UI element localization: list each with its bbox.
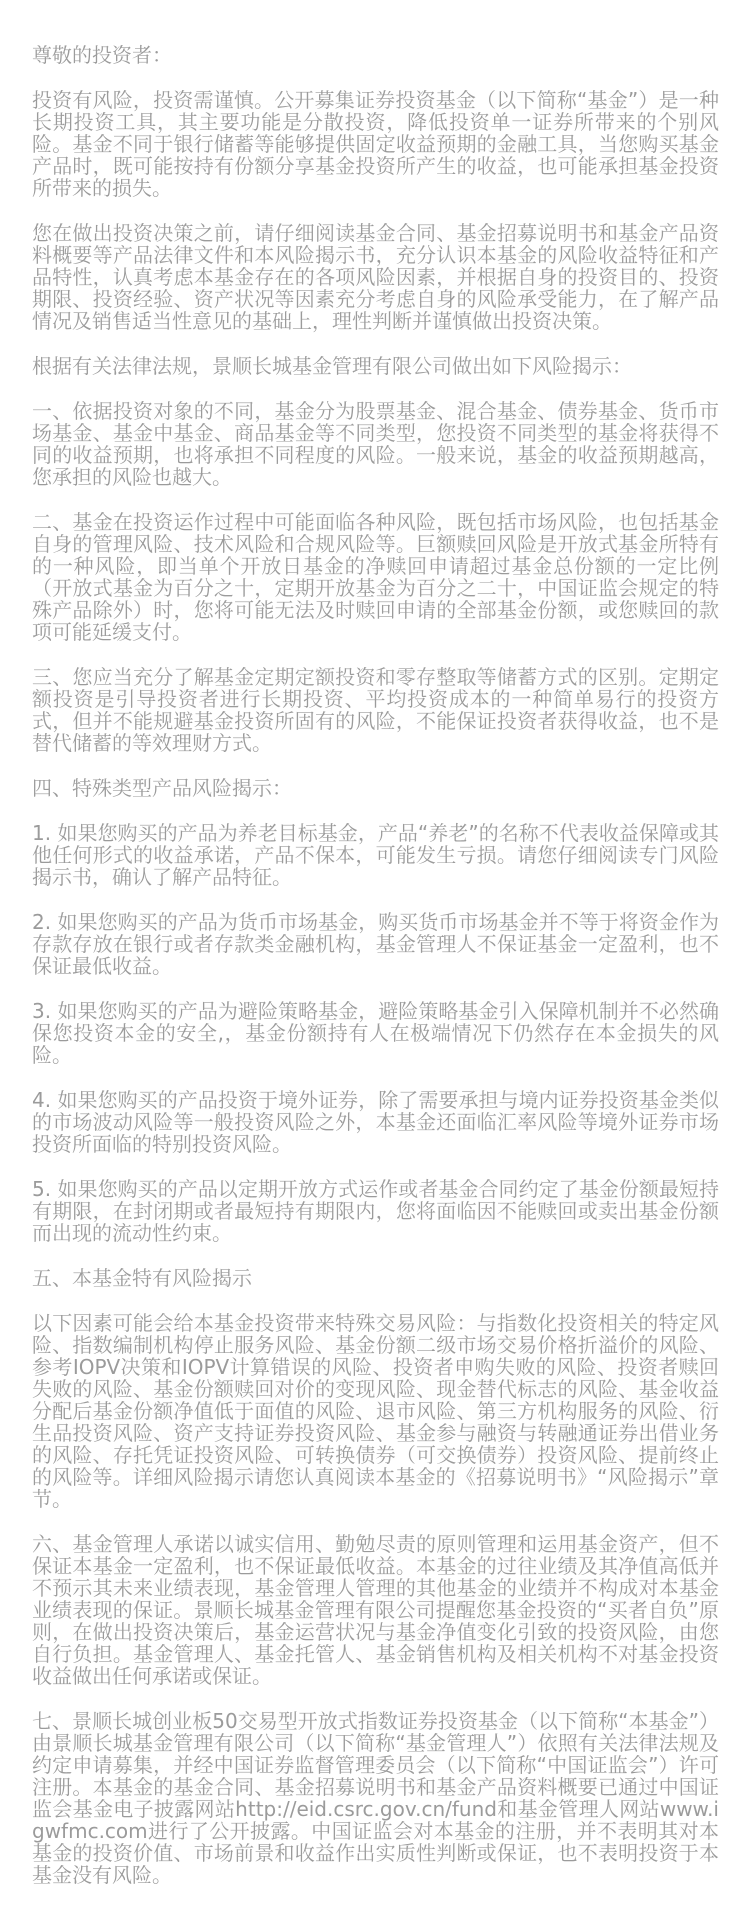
paragraph-section-7-fund-registration: 七、景顺长城创业板50交易型开放式指数证券投资基金（以下简称“本基金”）由景顺长城基金管理有限公司（以下简称“基金管理人”）依照有关法律法规及约定申请募集，并经中国证券监督管理委员会（以下简称“中国证监会”）许可注册。本基金的基金合同、基金招募说明书和基金产品资料概要已通过中国证监会基金电子披露网站http://eid.csrc.gov.cn/fund和基金管理人网站www.igwfmc.com进行了公开披露。中国证监会对本基金的注册，并不表明其对本基金的投资价值、市场前景和收益作出实质性判断或保证，也不表明投资于本基金没有风险。 xyxy=(32,1709,719,1887)
salutation: 尊敬的投资者： xyxy=(32,43,172,67)
paragraph-read-before-invest: 您在做出投资决策之前，请仔细阅读基金合同、基金招募说明书和基金产品资料概要等产品法律文件和本风险揭示书，充分认识本基金的风险收益特征和产品特性，认真考虑本基金存在的各项风险因素，并根据自身的投资目的、投资期限、投资经验、资产状况等因素充分考虑自身的风险承受能力，在了解产品情况及销售适当性意见的基础上，理性判断并谨慎做出投资决策。 xyxy=(32,221,719,333)
paragraph-legal-basis: 根据有关法律法规，景顺长城基金管理有限公司做出如下风险揭示： xyxy=(32,354,632,378)
paragraph-risk-intro: 投资有风险，投资需谨慎。公开募集证券投资基金（以下简称“基金”）是一种长期投资工具，其主要功能是分散投资，降低投资单一证券所带来的个别风险。基金不同于银行储蓄等能够提供固定收益预期的金融工具，当您购买基金产品时，既可能按持有份额分享基金投资所产生的收益，也可能承担基金投资所带来的损失。 xyxy=(32,88,719,200)
paragraph-section-3-regular-investment: 三、您应当充分了解基金定期定额投资和零存整取等储蓄方式的区别。定期定额投资是引导投资者进行长期投资、平均投资成本的一种简单易行的投资方式，但并不能规避基金投资所固有的风险，不能保证投资者获得收益，也不是替代储蓄的等效理财方式。 xyxy=(32,665,719,755)
paragraph-item-3-hedging-strategy-fund: 3. 如果您购买的产品为避险策略基金，避险策略基金引入保障机制并不必然确保您投资本金的安全,，基金份额持有人在极端情况下仍然存在本金损失的风险。 xyxy=(32,999,719,1067)
paragraph-section-5-special-risks: 以下因素可能会给本基金投资带来特殊交易风险：与指数化投资相关的特定风险、指数编制机构停止服务风险、基金份额二级市场交易价格折溢价的风险、参考IOPV决策和IOPV计算错误的风险、投资者申购失败的风险、投资者赎回失败的风险、基金份额赎回对价的变现风险、现金替代标志的风险、基金收益分配后基金份额净值低于面值的风险、退市风险、第三方机构服务的风险、衍生品投资风险、资产支持证券投资风险、基金参与融资与转融通证券出借业务的风险、存托凭证投资风险、可转换债券（可交换债券）投资风险、提前终止的风险等。详细风险揭示请您认真阅读本基金的《招募说明书》“风险揭示”章节。 xyxy=(32,1311,719,1511)
paragraph-item-2-money-market-fund: 2. 如果您购买的产品为货币市场基金，购买货币市场基金并不等于将资金作为存款存放在银行或者存款类金融机构，基金管理人不保证基金一定盈利，也不保证最低收益。 xyxy=(32,910,719,978)
paragraph-section-6-manager-commitment: 六、基金管理人承诺以诚实信用、勤勉尽责的原则管理和运用基金资产，但不保证本基金一定盈利，也不保证最低收益。本基金的过往业绩及其净值高低并不预示其未来业绩表现，基金管理人管理的其他基金的业绩并不构成对本基金业绩表现的保证。景顺长城基金管理有限公司提醒您基金投资的“买者自负”原则，在做出投资决策后，基金运营状况与基金净值变化引致的投资风险，由您自行负担。基金管理人、基金托管人、基金销售机构及相关机构不对基金投资收益做出任何承诺或保证。 xyxy=(32,1532,719,1688)
paragraph-item-5-lockup-period: 5. 如果您购买的产品以定期开放方式运作或者基金合同约定了基金份额最短持有期限，在封闭期或者最短持有期限内，您将面临因不能赎回或卖出基金份额而出现的流动性约束。 xyxy=(32,1177,719,1245)
paragraph-section-1-fund-types: 一、依据投资对象的不同，基金分为股票基金、混合基金、债券基金、货币市场基金、基金中基金、商品基金等不同类型，您投资不同类型的基金将获得不同的收益预期，也将承担不同程度的风险。一般来说，基金的收益预期越高，您承担的风险也越大。 xyxy=(32,399,719,489)
paragraph-item-1-pension-fund: 1. 如果您购买的产品为养老目标基金，产品“养老”的名称不代表收益保障或其他任何形式的收益承诺，产品不保本，可能发生亏损。请您仔细阅读专门风险揭示书，确认了解产品特征。 xyxy=(32,821,719,889)
paragraph-section-4-heading: 四、特殊类型产品风险揭示： xyxy=(32,776,292,800)
paragraph-section-2-operation-risks: 二、基金在投资运作过程中可能面临各种风险，既包括市场风险，也包括基金自身的管理风险、技术风险和合规风险等。巨额赎回风险是开放式基金所特有的一种风险，即当单个开放日基金的净赎回申请超过基金总份额的一定比例（开放式基金为百分之十，定期开放基金为百分之二十，中国证监会规定的特殊产品除外）时，您将可能无法及时赎回申请的全部基金份额，或您赎回的款项可能延缓支付。 xyxy=(32,510,719,644)
paragraph-section-5-heading: 五、本基金特有风险揭示 xyxy=(32,1266,252,1290)
paragraph-item-4-overseas-securities: 4. 如果您购买的产品投资于境外证券，除了需要承担与境内证券投资基金类似的市场波动风险等一般投资风险之外，本基金还面临汇率风险等境外证券市场投资所面临的特别投资风险。 xyxy=(32,1088,719,1156)
